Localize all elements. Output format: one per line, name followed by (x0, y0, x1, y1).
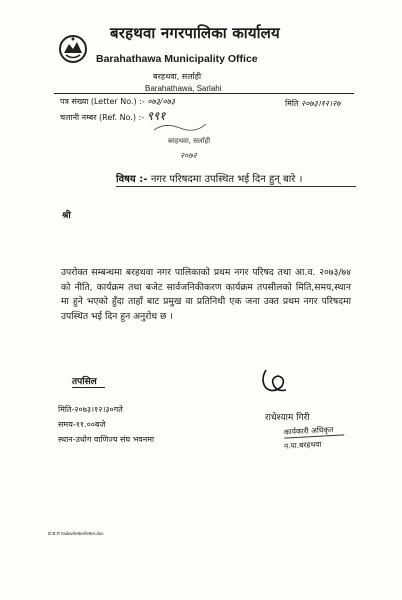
office-name-nepali: बरहथवा नगरपालिका कार्यालय (110, 24, 280, 42)
letter-no-label: पत्र संख्या (Letter No.) :- (60, 97, 145, 106)
salutation: श्री (62, 211, 71, 221)
date-value: २०७३।१२।२७ (301, 99, 341, 108)
header-divider (54, 93, 354, 94)
details-heading: तपसिल (72, 377, 97, 387)
subject-text: नगर परिषदमा उपस्थित भई दिन हुन् बारे । (150, 174, 303, 185)
ref-no-label: चलानी नम्बर (Ref. No.) :- (60, 113, 145, 122)
signer-name: राधेश्याम गिरी (265, 413, 310, 423)
details-heading-underline (72, 387, 105, 388)
official-stamp (284, 426, 344, 460)
dispatch-stamp-line1: बरहथवा, सर्लाही (168, 137, 211, 145)
letter-no (60, 96, 175, 107)
official-stamp-line1: कार्यकारी अधिकृत (284, 424, 344, 438)
subject-label: विषय :- (116, 174, 148, 185)
letter-body: उपरोक्त सम्बन्धमा बरहथवा नगर पालिकाको प्रथम नगर परिषद तथा आ.व. २०७३/७४ को नीति, कार्यक्रम तथा बजेट सार्वजनिकीकरण कार्यक्रम तपसीलको मिति,समय,स्थान मा हुने भएको हुँदा ताहाँ बाट प्रमुख वा प्रतिनिधी एक जना उक्त प्रथम नगर परिषदमा उपस्थित भई दिन हुन अनुरोध छ । (61, 267, 351, 322)
signature-scribble-icon (256, 366, 292, 398)
dispatch-stamp (150, 110, 210, 160)
subject-underline (116, 186, 356, 187)
ref-no-value: ९९१ (146, 109, 166, 123)
subject (116, 171, 302, 185)
letter-no-value: ०७३/०७३ (147, 97, 175, 106)
letter-date (285, 98, 340, 109)
address-nepali: बरहथवा, सर्लाही (153, 72, 202, 81)
details-date: मिति-२०७३।१२।३०गते (58, 405, 123, 414)
official-stamp-line2: न.पा.बरहथवा (283, 439, 322, 451)
dispatch-stamp-line2: २०७२ (180, 151, 197, 160)
details-time: समय-११.००बजे (58, 420, 106, 429)
municipality-emblem-icon (58, 34, 88, 64)
file-path-footnote: D:B.P.Yadav/letter/letter.doc (48, 531, 104, 536)
details-venue: स्थान-उधोग वाणिज्य संघ भवनमा (58, 435, 155, 444)
date-label: मिति (285, 99, 299, 108)
address-english: Barahathawa, Sarlahi (145, 84, 222, 93)
office-name-english: Barahathawa Municipality Office (96, 53, 258, 65)
